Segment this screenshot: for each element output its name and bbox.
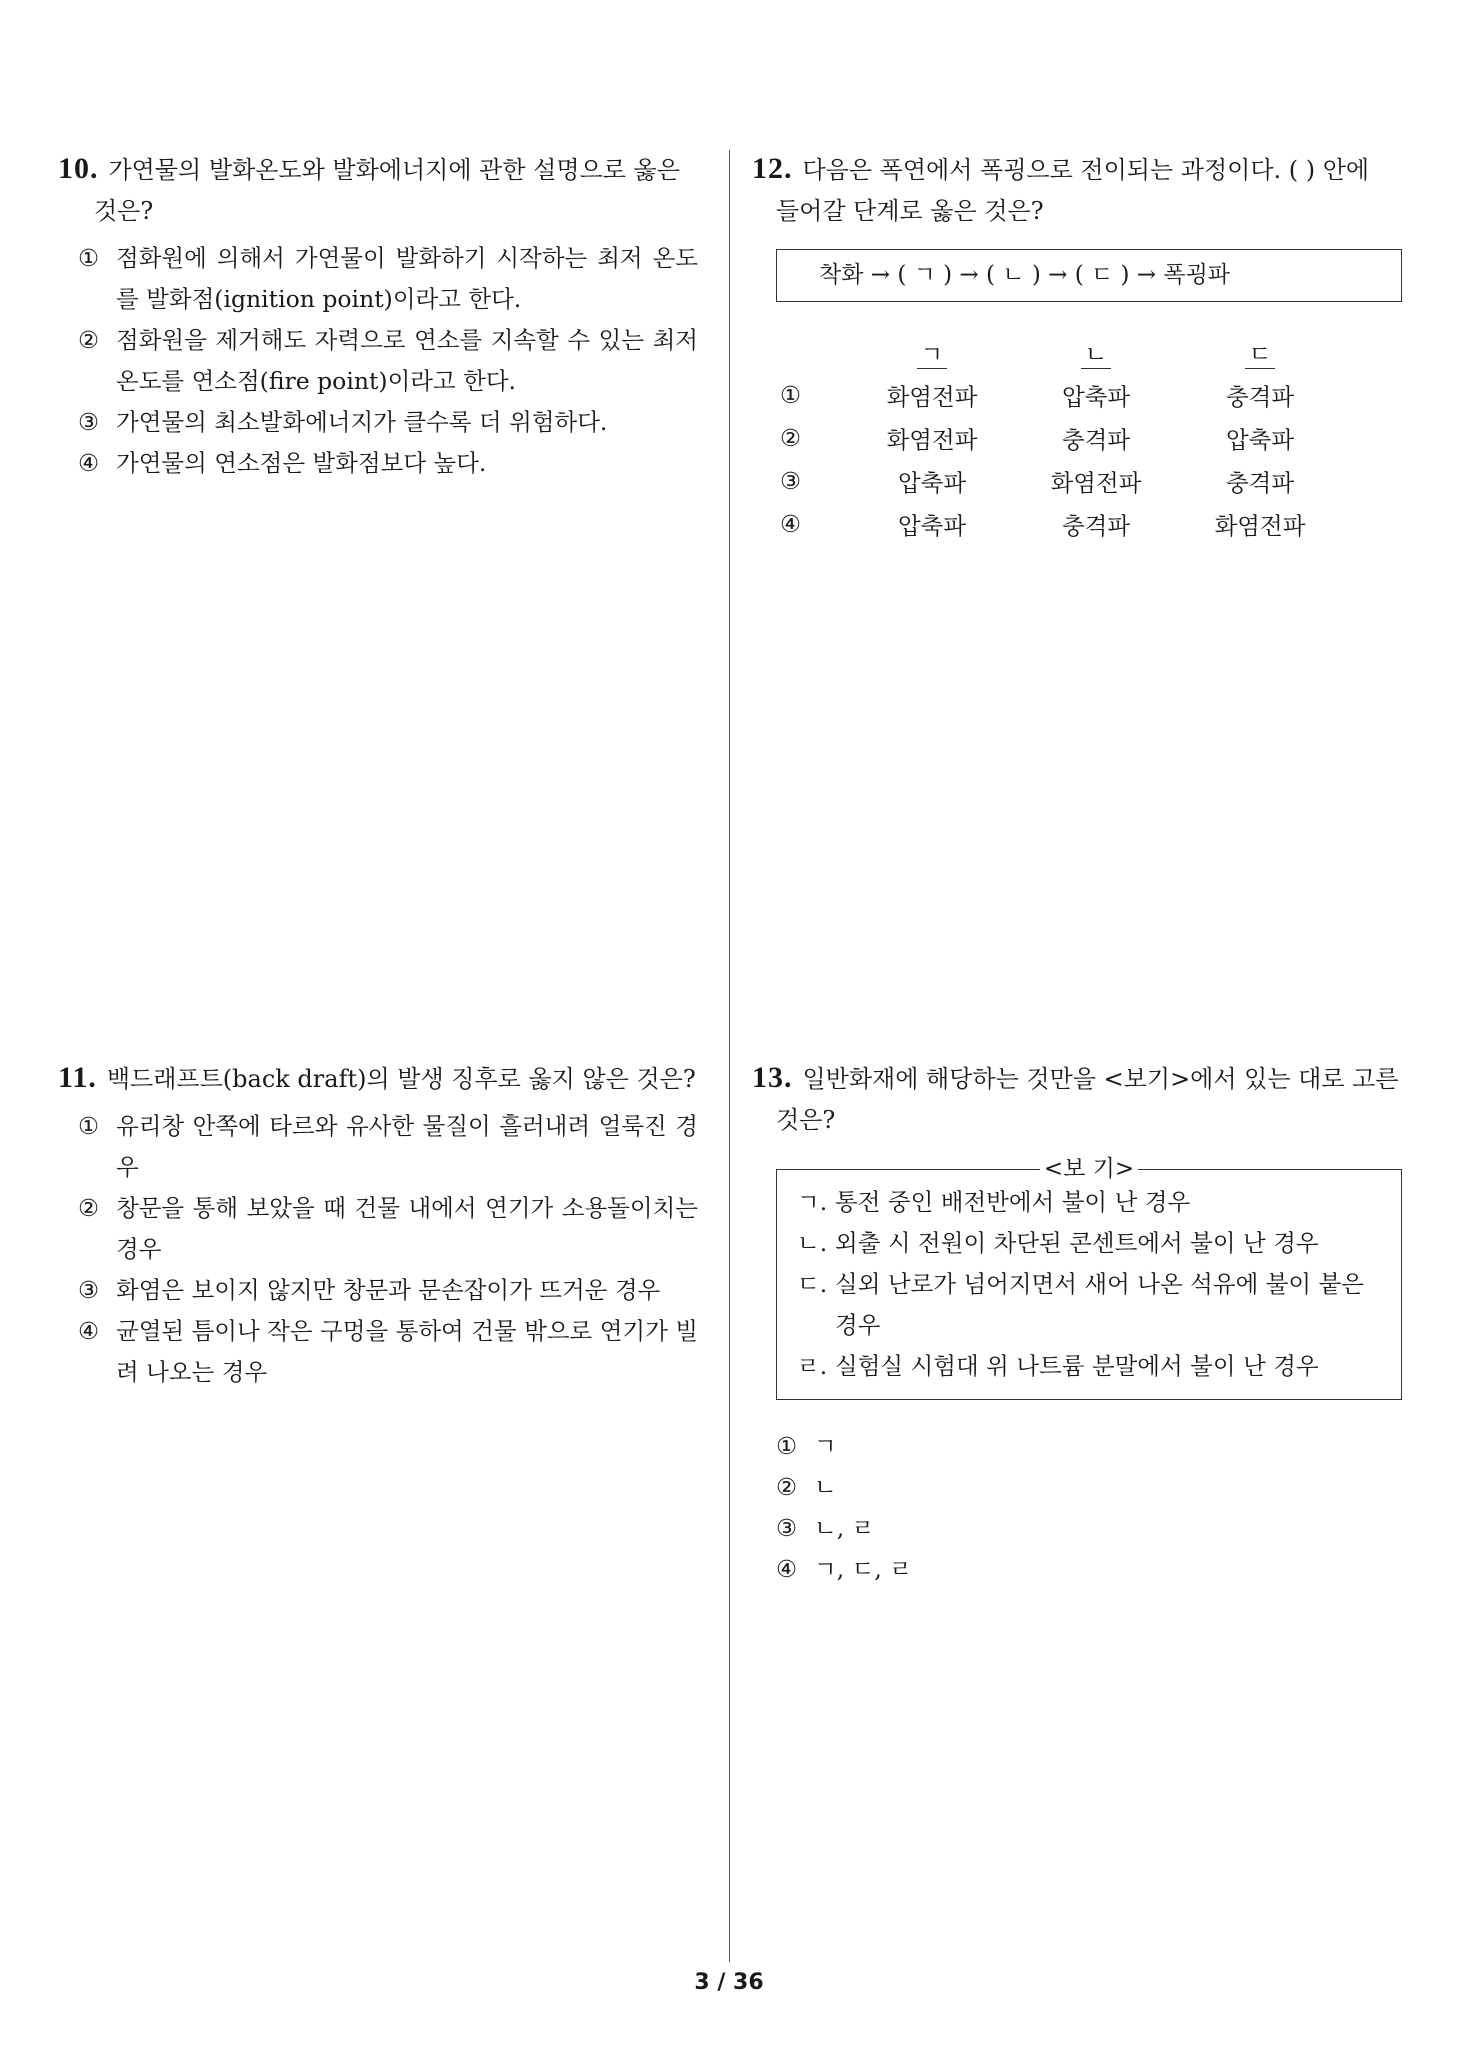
table-cell: 충격파 bbox=[1061, 425, 1131, 454]
choice-1[interactable]: ① 유리창 안쪽에 타르와 유사한 물질이 흘러내려 얼룩진 경우 bbox=[78, 1112, 698, 1181]
answer-table bbox=[776, 330, 1342, 545]
choice-4[interactable]: ④ 압축파 충격파 화염전파 bbox=[776, 502, 1342, 545]
bogi-item: ㄴ. 외출 시 전원이 차단된 콘센트에서 불이 난 경우 bbox=[797, 1229, 1319, 1257]
table-cell: 화염전파 bbox=[1214, 511, 1306, 540]
question-number: 10. bbox=[58, 152, 99, 185]
choice-3[interactable]: ③ 압축파 화염전파 충격파 bbox=[776, 459, 1342, 502]
choice-2[interactable]: ② 창문을 통해 보았을 때 건물 내에서 연기가 소용돌이치는 경우 bbox=[78, 1194, 698, 1263]
question-11 bbox=[58, 1057, 698, 1393]
choice-1[interactable]: ① ㄱ bbox=[776, 1432, 837, 1460]
table-cell: 압축파 bbox=[897, 468, 967, 497]
choice-3[interactable]: ③ 화염은 보이지 않지만 창문과 문손잡이가 뜨거운 경우 bbox=[78, 1276, 661, 1304]
table-cell: 화염전파 bbox=[886, 425, 978, 454]
choice-4[interactable]: ④ 가연물의 연소점은 발화점보다 높다. bbox=[78, 449, 487, 477]
choice-list bbox=[776, 1426, 912, 1590]
choice-3[interactable]: ③ 가연물의 최소발화에너지가 클수록 더 위험하다. bbox=[78, 408, 608, 436]
choice-3[interactable]: ③ ㄴ, ㄹ bbox=[776, 1514, 875, 1542]
page-number: 3 / 36 bbox=[694, 1970, 764, 1995]
table-cell: 충격파 bbox=[1061, 511, 1131, 540]
header-giyeok: ㄱ bbox=[917, 340, 948, 369]
bogi-box bbox=[776, 1156, 1402, 1400]
choice-1[interactable]: ① 점화원에 의해서 가연물이 발화하기 시작하는 최저 온도를 발화점(ignition point)이라고 한다. bbox=[78, 244, 698, 313]
choice-1[interactable]: ① 화염전파 압축파 충격파 bbox=[776, 373, 1342, 416]
choice-list bbox=[58, 238, 698, 484]
question-text: 백드래프트(back draft)의 발생 징후로 옳지 않은 것은? bbox=[106, 1065, 696, 1093]
choice-2[interactable]: ② ㄴ bbox=[776, 1473, 837, 1501]
question-number: 13. bbox=[752, 1061, 793, 1094]
question-text-cont: 것은? bbox=[776, 1106, 836, 1134]
choice-list bbox=[58, 1106, 698, 1393]
question-number: 11. bbox=[58, 1061, 97, 1094]
question-13 bbox=[752, 1057, 1412, 1141]
question-text-cont: 것은? bbox=[94, 197, 154, 225]
choice-2[interactable]: ② 점화원을 제거해도 자력으로 연소를 지속할 수 있는 최저 온도를 연소점(fire point)이라고 한다. bbox=[78, 326, 698, 395]
table-cell: 화염전파 bbox=[886, 382, 978, 411]
header-digeut: ㄷ bbox=[1245, 340, 1276, 369]
question-10 bbox=[58, 148, 698, 484]
choice-4[interactable]: ④ ㄱ, ㄷ, ㄹ bbox=[776, 1555, 912, 1583]
bogi-item: ㄱ. 통전 중인 배전반에서 불이 난 경우 bbox=[797, 1188, 1191, 1216]
choice-2[interactable]: ② 화염전파 충격파 압축파 bbox=[776, 416, 1342, 459]
column-divider bbox=[729, 150, 730, 1962]
process-box: 착화 → ( ㄱ ) → ( ㄴ ) → ( ㄷ ) → 폭굉파 bbox=[776, 249, 1402, 302]
choice-4[interactable]: ④ 균열된 틈이나 작은 구멍을 통하여 건물 밖으로 연기가 빌려 나오는 경우 bbox=[78, 1317, 698, 1386]
header-nieun: ㄴ bbox=[1081, 340, 1112, 369]
table-cell: 압축파 bbox=[1225, 425, 1295, 454]
table-cell: 충격파 bbox=[1225, 468, 1295, 497]
question-number: 12. bbox=[752, 152, 793, 185]
table-cell: 압축파 bbox=[897, 511, 967, 540]
table-cell: 충격파 bbox=[1225, 382, 1295, 411]
table-cell: 압축파 bbox=[1061, 382, 1131, 411]
bogi-title: <보 기> bbox=[1040, 1154, 1138, 1184]
question-text: 가연물의 발화온도와 발화에너지에 관한 설명으로 옳은 bbox=[108, 156, 680, 184]
bogi-item: ㄷ. 실외 난로가 넘어지면서 새어 나온 석유에 불이 붙은 경우 bbox=[797, 1270, 1365, 1339]
question-text: 다음은 폭연에서 폭굉으로 전이되는 과정이다. ( ) 안에 bbox=[802, 156, 1370, 184]
question-text-cont: 들어갈 단계로 옳은 것은? bbox=[776, 197, 1044, 225]
question-12 bbox=[752, 148, 1412, 232]
question-text: 일반화재에 해당하는 것만을 <보기>에서 있는 대로 고른 bbox=[802, 1065, 1399, 1093]
table-cell: 화염전파 bbox=[1050, 468, 1142, 497]
bogi-item: ㄹ. 실험실 시험대 위 나트륨 분말에서 불이 난 경우 bbox=[797, 1352, 1319, 1380]
table-header bbox=[776, 330, 1342, 373]
